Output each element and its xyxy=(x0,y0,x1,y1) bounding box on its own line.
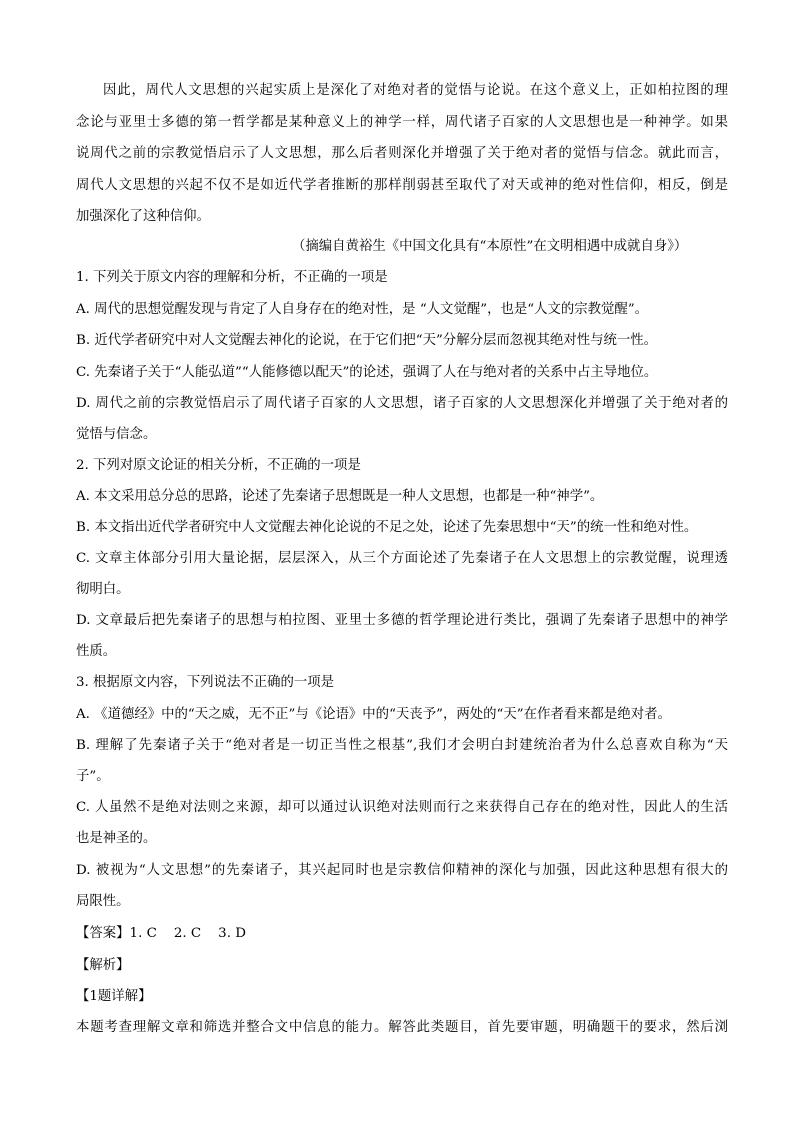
passage-line-2: 念论与亚里士多德的第一哲学都是某种意义上的神学一样，周代诸子百家的人文思想也是一种神学。如果 xyxy=(76,115,728,130)
question-3-option-c: C. 人虽然不是绝对法则之来源，却可以通过认识绝对法则而行之来获得自己存在的绝对性，因此人的生活 xyxy=(76,800,728,815)
detail-text: 本题考查理解文章和筛选并整合文中信息的能力。解答此类题目，首先要审题，明确题干的要求，然后浏 xyxy=(76,1020,728,1035)
question-2-option-b: B. 本文指出近代学者研究中人文觉醒去神化论说的不足之处，论述了先秦思想中“天”的统一性和绝对性。 xyxy=(76,520,698,535)
question-2-option-a: A. 本文采用总分总的思路，论述了先秦诸子思想既是一种人文思想，也都是一种“神学”。 xyxy=(76,489,604,504)
passage-line-3: 说周代之前的宗教觉悟启示了人文思想，那么后者则深化并增强了关于绝对者的觉悟与信念。就此而言， xyxy=(76,146,728,161)
question-3-option-d-cont: 局限性。 xyxy=(76,894,130,909)
analysis-heading: 【解析】 xyxy=(76,958,130,973)
question-1-stem: 1. 下列关于原文内容的理解和分析，不正确的一项是 xyxy=(76,270,388,285)
question-1-option-d-cont: 觉悟与信念。 xyxy=(76,427,157,442)
question-3-option-c-cont: 也是神圣的。 xyxy=(76,831,157,846)
question-2-option-d: D. 文章最后把先秦诸子的思想与柏拉图、亚里士多德的哲学理论进行类比，强调了先秦诸子思想中的神学 xyxy=(76,613,728,628)
question-2-option-c: C. 文章主体部分引用大量论据，层层深入，从三个方面论述了先秦诸子在人文思想上的宗教觉醒，说理透 xyxy=(76,551,728,566)
question-3-option-b: B. 理解了先秦诸子关于“绝对者是一切正当性之根基”,我们才会明白封建统治者为什么总喜欢自称为“天 xyxy=(76,738,728,753)
question-2-option-d-cont: 性质。 xyxy=(76,644,117,659)
question-2-stem: 2. 下列对原文论证的相关分析，不正确的一项是 xyxy=(76,458,361,473)
answer-line: 【答案】1. C 2. C 3. D xyxy=(76,926,246,941)
question-3-option-b-cont: 子”。 xyxy=(76,769,110,784)
passage-line-1: 因此，周代人文思想的兴起实质上是深化了对绝对者的觉悟与论说。在这个意义上，正如柏拉图的理 xyxy=(103,83,728,98)
question-1-option-c: C. 先秦诸子关于“人能弘道”“人能修德以配天”的论述，强调了人在与绝对者的关系中占主导地位。 xyxy=(76,365,658,380)
passage-line-5: 加强深化了这种信仰。 xyxy=(76,209,210,224)
question-3-stem: 3. 根据原文内容，下列说法不正确的一项是 xyxy=(76,675,335,690)
passage-line-4: 周代人文思想的兴起不仅不是如近代学者推断的那样削弱甚至取代了对天或神的绝对性信仰，相反，倒是 xyxy=(76,178,728,193)
question-1-option-d: D. 周代之前的宗教觉悟启示了周代诸子百家的人文思想，诸子百家的人文思想深化并增强了关于绝对者的 xyxy=(76,396,728,411)
question-3-option-d: D. 被视为“人文思想”的先秦诸子，其兴起同时也是宗教信仰精神的深化与加强，因此这种思想有很大的 xyxy=(76,863,728,878)
detail-heading: 【1题详解】 xyxy=(76,989,152,1004)
question-1-option-b: B. 近代学者研究中对人文觉醒去神化的论说，在于它们把“天”分解分层而忽视其绝对性与统一性。 xyxy=(76,333,658,348)
question-3-option-a: A. 《道德经》中的“天之威，无不正”与《论语》中的“天丧予”，两处的“天”在作者看来都是绝对者。 xyxy=(76,707,671,722)
question-1-option-a: A. 周代的思想觉醒发现与肯定了人自身存在的绝对性，是 “人文觉醒”，也是“人文的宗教觉醒”。 xyxy=(76,302,649,317)
question-2-option-c-cont: 彻明白。 xyxy=(76,582,130,597)
passage-source: （摘编自黄裕生《中国文化具有“本原性”在文明相遇中成就自身》） xyxy=(292,239,688,254)
